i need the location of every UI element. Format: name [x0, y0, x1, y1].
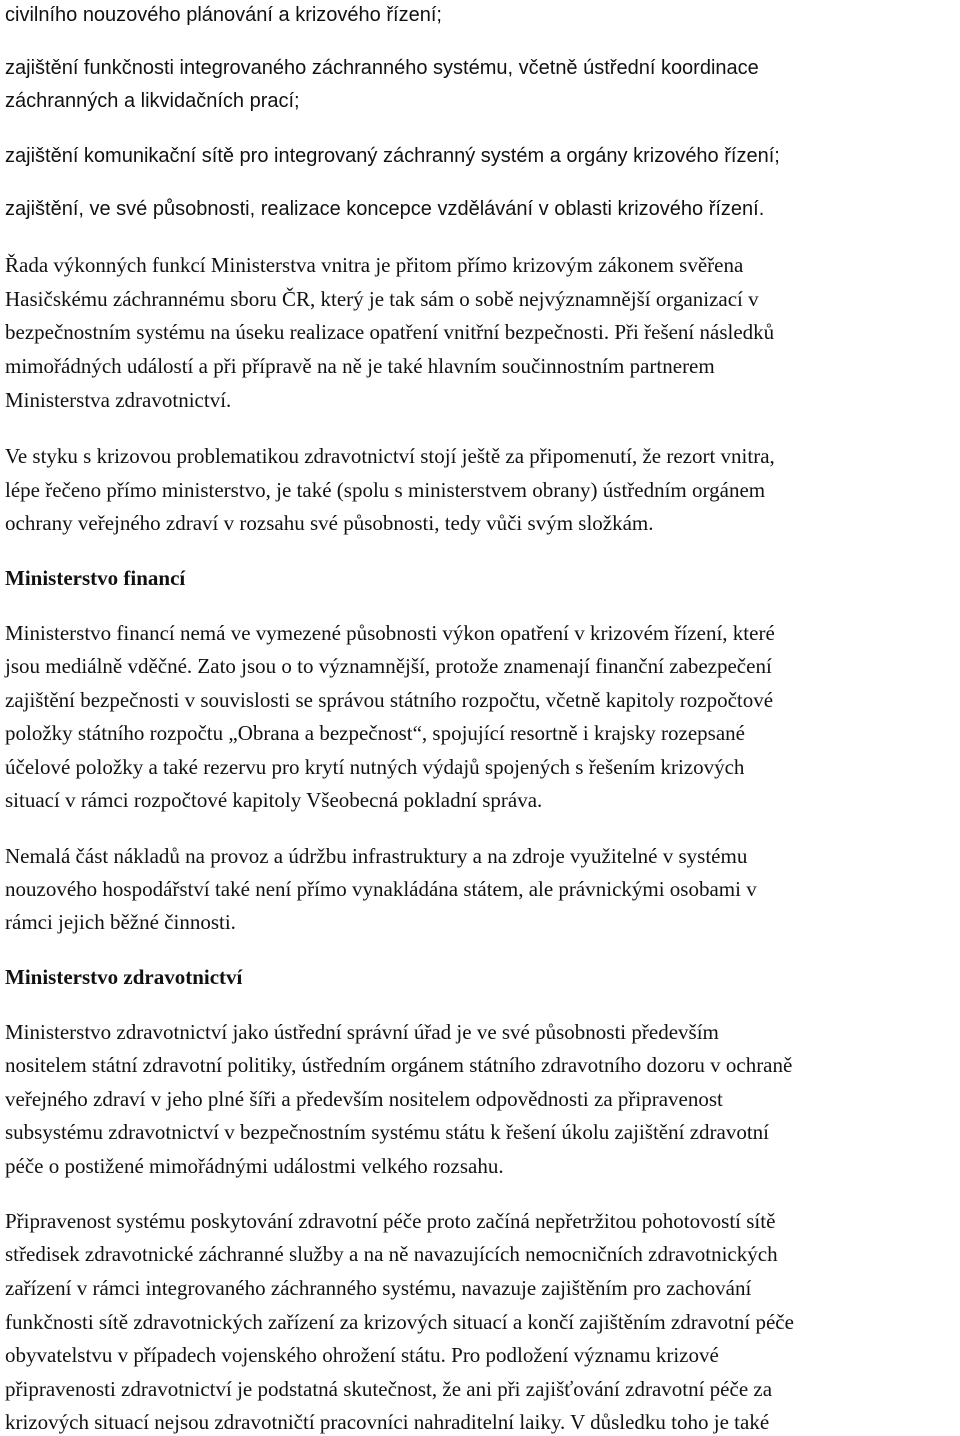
- list-item: záchranných a likvidačních prací;: [5, 90, 300, 112]
- paragraph-line: obyvatelstvu v případech vojenského ohrožení státu. Pro podložení významu krizové: [5, 1343, 719, 1367]
- paragraph-line: bezpečnostním systému na úseku realizace opatření vnitřní bezpečnosti. Při řešení následků: [5, 320, 775, 344]
- paragraph-line: veřejného zdraví v jeho plné šíři a především nositelem odpovědnosti za připravenost: [5, 1087, 723, 1111]
- paragraph-line: lépe řečeno přímo ministerstvo, je také (spolu s ministerstvem obrany) ústředním orgánem: [5, 478, 766, 502]
- section-heading: Ministerstvo zdravotnictví: [5, 965, 243, 989]
- list-item: civilního nouzového plánování a krizového řízení;: [5, 4, 442, 26]
- paragraph-line: položky státního rozpočtu „Obrana a bezpečnost“, spojující resortně i krajsky rozepsané: [5, 721, 745, 745]
- paragraph-line: Hasičskému záchrannému sboru ČR, který je tak sám o sobě nejvýznamnější organizací v: [5, 287, 759, 311]
- list-item: zajištění funkčnosti integrovaného záchranného systému, včetně ústřední koordinace: [5, 57, 759, 79]
- paragraph-line: rámci jejich běžné činnosti.: [5, 910, 236, 934]
- paragraph-line: středisek zdravotnické záchranné služby a na ně navazujících nemocničních zdravotnických: [5, 1242, 778, 1266]
- paragraph-line: nositelem státní zdravotní politiky, ústředním orgánem státního zdravotního dozoru v ochraně: [5, 1053, 793, 1077]
- paragraph-line: Připravenost systému poskytování zdravotní péče proto začíná nepřetržitou pohotovostí sítě: [5, 1209, 776, 1233]
- paragraph-line: ochrany veřejného zdraví v rozsahu své působnosti, tedy vůči svým složkám.: [5, 511, 654, 535]
- list-item: zajištění, ve své působnosti, realizace koncepce vzdělávání v oblasti krizového řízení.: [5, 198, 765, 220]
- paragraph-line: subsystému zdravotnictví v bezpečnostním systému státu k řešení úkolu zajištění zdravotní: [5, 1120, 770, 1144]
- paragraph-line: funkčnosti sítě zdravotnických zařízení za krizových situací a končí zajištěním zdravotní péče: [5, 1310, 794, 1334]
- paragraph-line: péče o postižené mimořádnými událostmi velkého rozsahu.: [5, 1154, 504, 1178]
- paragraph-line: jsou mediálně vděčné. Zato jsou o to významnější, protože znamenají finanční zabezpečení: [5, 654, 772, 678]
- paragraph-line: situací v rámci rozpočtové kapitoly Všeobecná pokladní správa.: [5, 788, 543, 812]
- paragraph-line: Ministerstvo zdravotnictví jako ústřední správní úřad je ve své působnosti především: [5, 1020, 719, 1044]
- paragraph-line: Řada výkonných funkcí Ministerstva vnitra je přitom přímo krizovým zákonem svěřena: [5, 253, 744, 277]
- paragraph-line: připravenosti zdravotnictví je podstatná skutečnost, že ani při zajišťování zdravotní péče za: [5, 1377, 773, 1401]
- paragraph-line: Ministerstva zdravotnictví.: [5, 388, 232, 412]
- paragraph-line: Ve styku s krizovou problematikou zdravotnictví stojí ještě za připomenutí, že rezort vnitra,: [5, 444, 775, 468]
- paragraph-line: krizových situací nejsou zdravotničtí pracovníci nahraditelní laiky. V důsledku toho je také: [5, 1410, 770, 1434]
- paragraph-line: Ministerstvo financí nemá ve vymezené působnosti výkon opatření v krizovém řízení, které: [5, 621, 775, 645]
- paragraph-line: zajištění bezpečnosti v souvislosti se správou státního rozpočtu, včetně kapitoly rozpočtové: [5, 688, 774, 712]
- paragraph-line: mimořádných událostí a při přípravě na ně je také hlavním součinnostním partnerem: [5, 354, 715, 378]
- section-heading: Ministerstvo financí: [5, 566, 186, 590]
- paragraph-line: Nemalá část nákladů na provoz a údržbu infrastruktury a na zdroje využitelné v systému: [5, 844, 748, 868]
- paragraph-line: zařízení v rámci integrovaného záchranného systému, navazuje zajištěním pro zachování: [5, 1276, 752, 1300]
- list-item: zajištění komunikační sítě pro integrovaný záchranný systém a orgány krizového řízení;: [5, 145, 780, 167]
- paragraph-line: nouzového hospodářství také není přímo vynakládána státem, ale právnickými osobami v: [5, 877, 757, 901]
- paragraph-line: účelové položky a také rezervu pro krytí nutných výdajů spojených s řešením krizových: [5, 755, 745, 779]
